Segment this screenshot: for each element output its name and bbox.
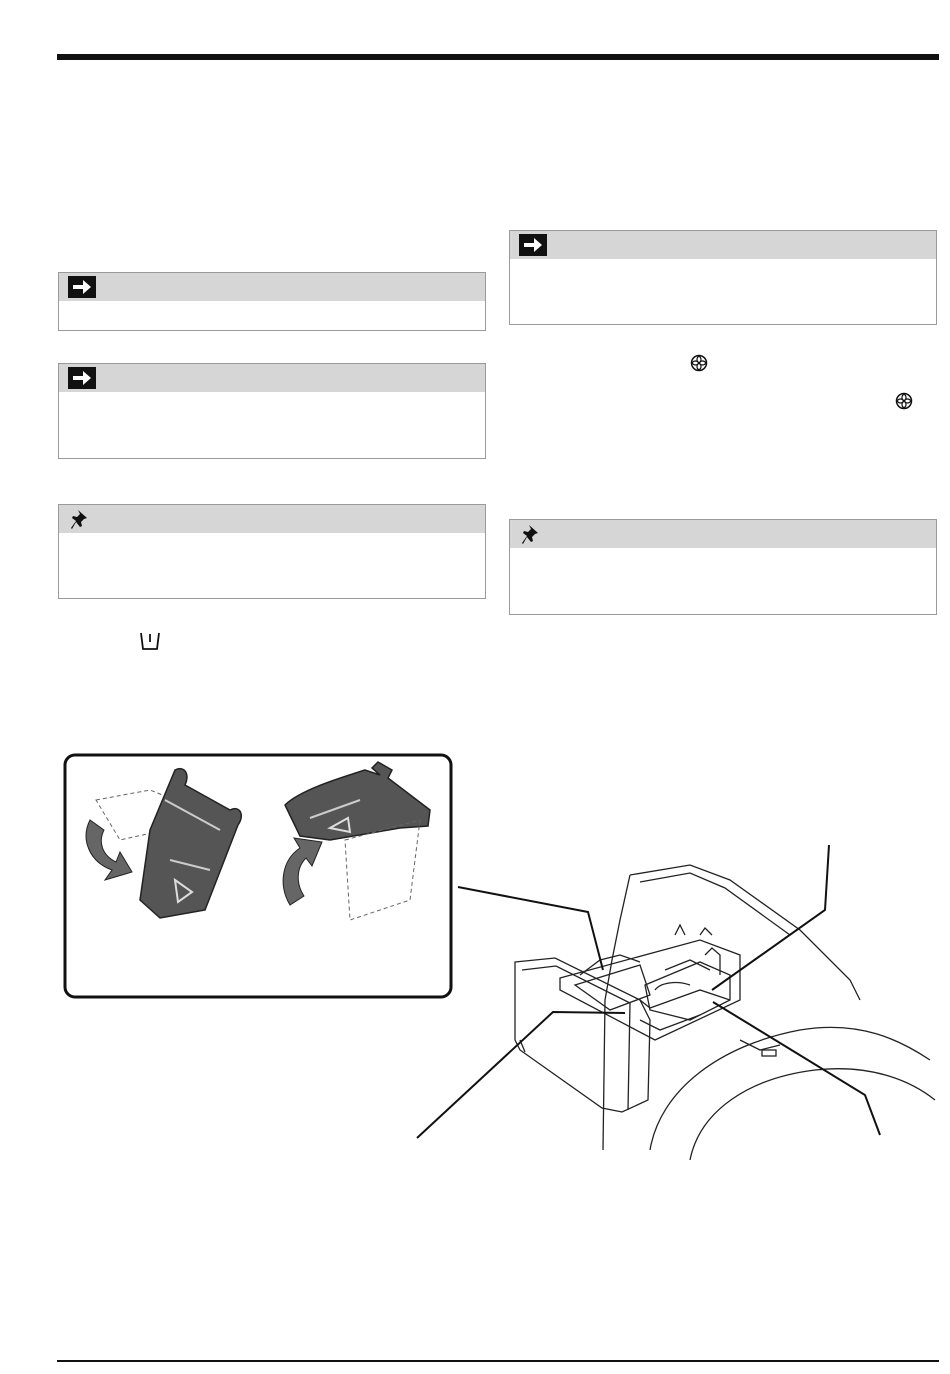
flap-inset [65, 755, 451, 997]
callout-line-3 [417, 1012, 625, 1138]
callout-line-4 [713, 1002, 880, 1135]
callout-line-2 [712, 845, 829, 990]
callout-line-1 [458, 887, 603, 970]
